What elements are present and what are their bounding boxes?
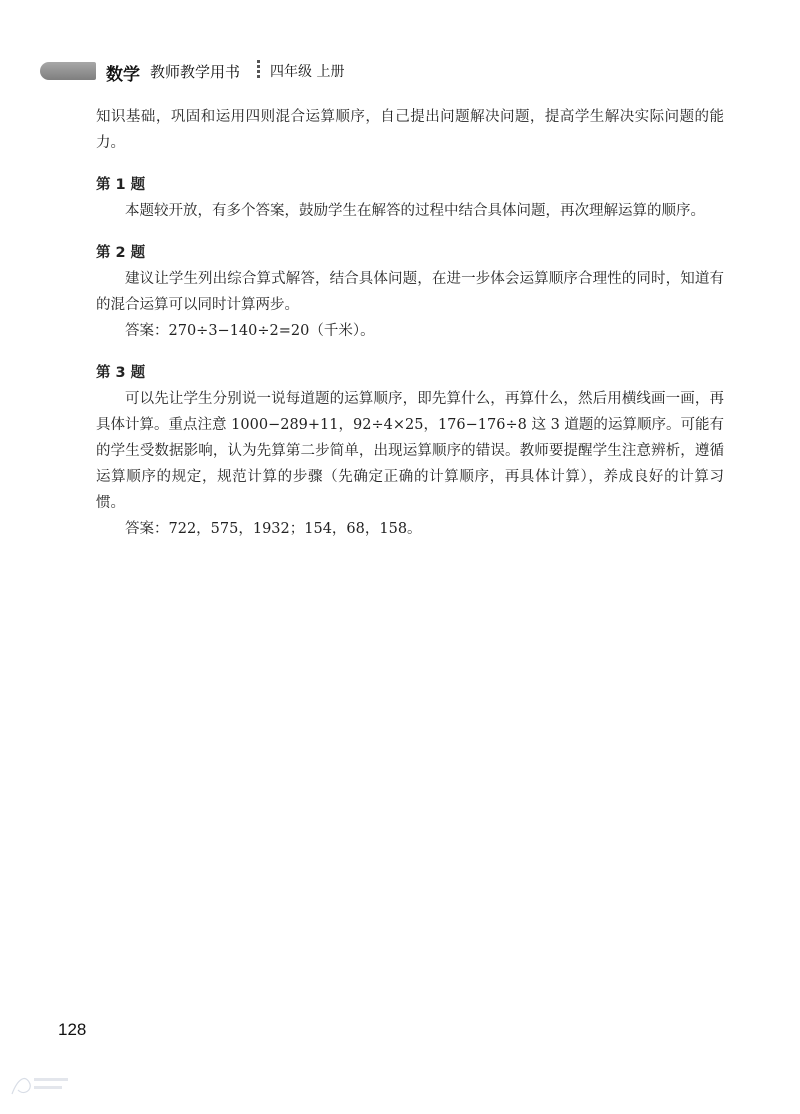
header-book-title: 教师教学用书	[150, 63, 241, 81]
section-title: 第 1 题	[96, 177, 146, 193]
page-number: 128	[58, 1020, 87, 1039]
section-title: 第 3 题	[96, 365, 146, 381]
header-subject: 数学	[106, 65, 140, 85]
section-paragraph: 本题较开放，有多个答案，鼓励学生在解答的过程中结合具体问题，再次理解运算的顺序。	[125, 203, 705, 219]
header-tab-decoration	[40, 62, 96, 80]
section-paragraph: 建议让学生列出综合算式解答，结合具体问题，在进一步体会运算顺序合理性的同时，知道有的混合运算可以同时计算两步。	[96, 271, 724, 313]
section-title: 第 2 题	[96, 245, 146, 261]
section-3	[96, 360, 724, 542]
page-header	[0, 56, 800, 84]
publisher-watermark-icon	[8, 1068, 72, 1100]
answer-paragraph: 答案：722，575，1932；154，68，158。	[125, 521, 422, 537]
section-paragraph: 可以先让学生分别说一说每道题的运算顺序，即先算什么，再算什么，然后用横线画一画，再具体计算。重点注意 1000−289+11，92÷4×25，176−176÷8 这 3 道题的运算顺序。可能有的学生受数据影响，认为先算第二步简单，出现运算顺序的错误。教师要提醒学生注意辨析，遵循运算顺序的规定，规范计算的步骤（先确定正确的计算顺序，再具体计算），养成良好的计算习惯。	[96, 391, 724, 511]
page-content	[96, 104, 724, 542]
header-separator	[257, 60, 260, 80]
section-2	[96, 240, 724, 344]
answer-paragraph: 答案：270÷3−140÷2=20（千米）。	[125, 323, 375, 339]
header-grade: 四年级 上册	[270, 64, 345, 80]
section-1	[96, 172, 724, 224]
intro-paragraph: 知识基础，巩固和运用四则混合运算顺序，自己提出问题解决问题，提高学生解决实际问题的能力。	[96, 109, 724, 151]
